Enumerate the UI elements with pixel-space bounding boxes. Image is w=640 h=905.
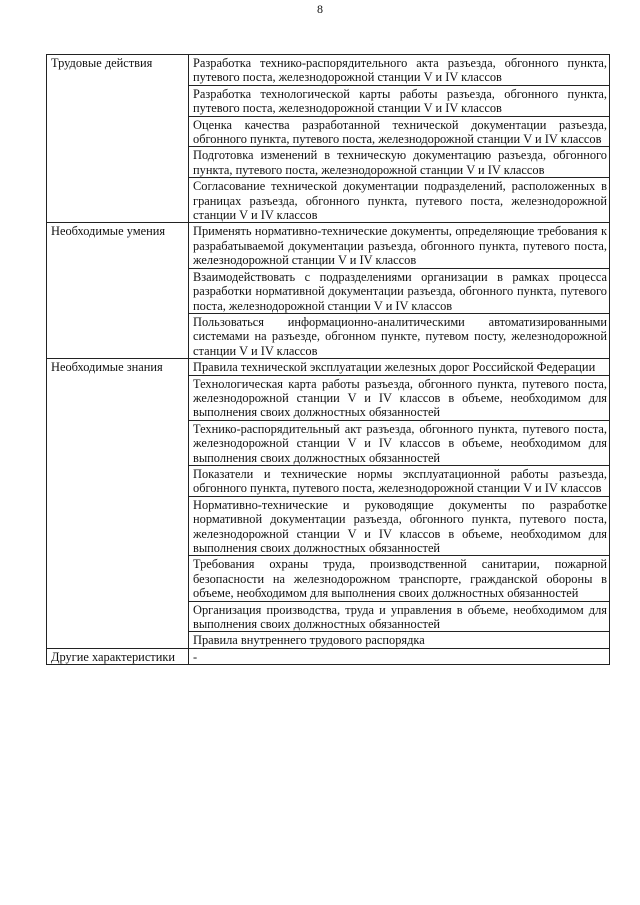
table-cell: Подготовка изменений в техническую документацию разъезда, обгонного пункта, путевого поста, железнодорожной станции V и IV классов (189, 147, 610, 178)
table-cell: - (189, 648, 610, 664)
table-cell: Нормативно-технические и руководящие документы по разработке нормативной документации разъезда, обгонного пункта, путевого поста, железнодорожной станции V и IV классов в объеме, необходимом для выполнения своих должностных обязанностей (189, 496, 610, 556)
table-cell: Технико-распорядительный акт разъезда, обгонного пункта, путевого поста, железнодорожной станции V и IV классов в объеме, необходимом для выполнения своих должностных обязанностей (189, 420, 610, 465)
table-cell: Взаимодействовать с подразделениями организации в рамках процесса разработки нормативной документации разъезда, обгонного пункта, путевого поста, железнодорожной станции V и IV классов (189, 268, 610, 313)
table-cell: Применять нормативно-технические документы, определяющие требования к разрабатываемой документации разъезда, обгонного пункта, путевого поста, железнодорожной станции V и IV классов (189, 223, 610, 268)
table-row (47, 359, 610, 375)
page-number: 8 (317, 2, 323, 16)
table-cell: Технологическая карта работы разъезда, обгонного пункта, путевого поста, железнодорожной станции V и IV классов в объеме, необходимом для выполнения своих должностных обязанностей (189, 375, 610, 420)
table-cell: Организация производства, труда и управления в объеме, необходимом для выполнения своих должностных обязанностей (189, 601, 610, 632)
table-row (47, 55, 610, 86)
table-row (47, 648, 610, 664)
table-cell: Разработка технологической карты работы разъезда, обгонного пункта, путевого поста, железнодорожной станции V и IV классов (189, 85, 610, 116)
table-cell: Показатели и технические нормы эксплуатационной работы разъезда, обгонного пункта, путевого поста, железнодорожной станции V и IV классов (189, 465, 610, 496)
table-cell: Правила внутреннего трудового распорядка (189, 632, 610, 648)
table-cell: Согласование технической документации подразделений, расположенных в границах разъезда, обгонного пункта, путевого поста, железнодорожной станции V и IV классов (189, 178, 610, 223)
row-label-required-knowledge: Необходимые знания (47, 359, 189, 649)
table-cell: Пользоваться информационно-аналитическими автоматизированными системами на разъезде, обгонном пункте, путевом посту, железнодорожной станции V и IV классов (189, 313, 610, 358)
table-cell: Оценка качества разработанной технической документации разъезда, обгонного пункта, путевого поста, железнодорожной станции V и IV классов (189, 116, 610, 147)
row-label-labor-actions: Трудовые действия (47, 55, 189, 223)
table-cell: Правила технической эксплуатации железных дорог Российской Федерации (189, 359, 610, 375)
row-label-required-skills: Необходимые умения (47, 223, 189, 359)
table-row (47, 223, 610, 268)
job-function-table (46, 54, 610, 665)
row-label-other-characteristics: Другие характеристики (47, 648, 189, 664)
table-cell: Разработка технико-распорядительного акта разъезда, обгонного пункта, путевого поста, железнодорожной станции V и IV классов (189, 55, 610, 86)
table-cell: Требования охраны труда, производственной санитарии, пожарной безопасности на железнодорожном транспорте, гражданской обороны в объеме, необходимом для выполнения своих должностных обязанностей (189, 556, 610, 601)
